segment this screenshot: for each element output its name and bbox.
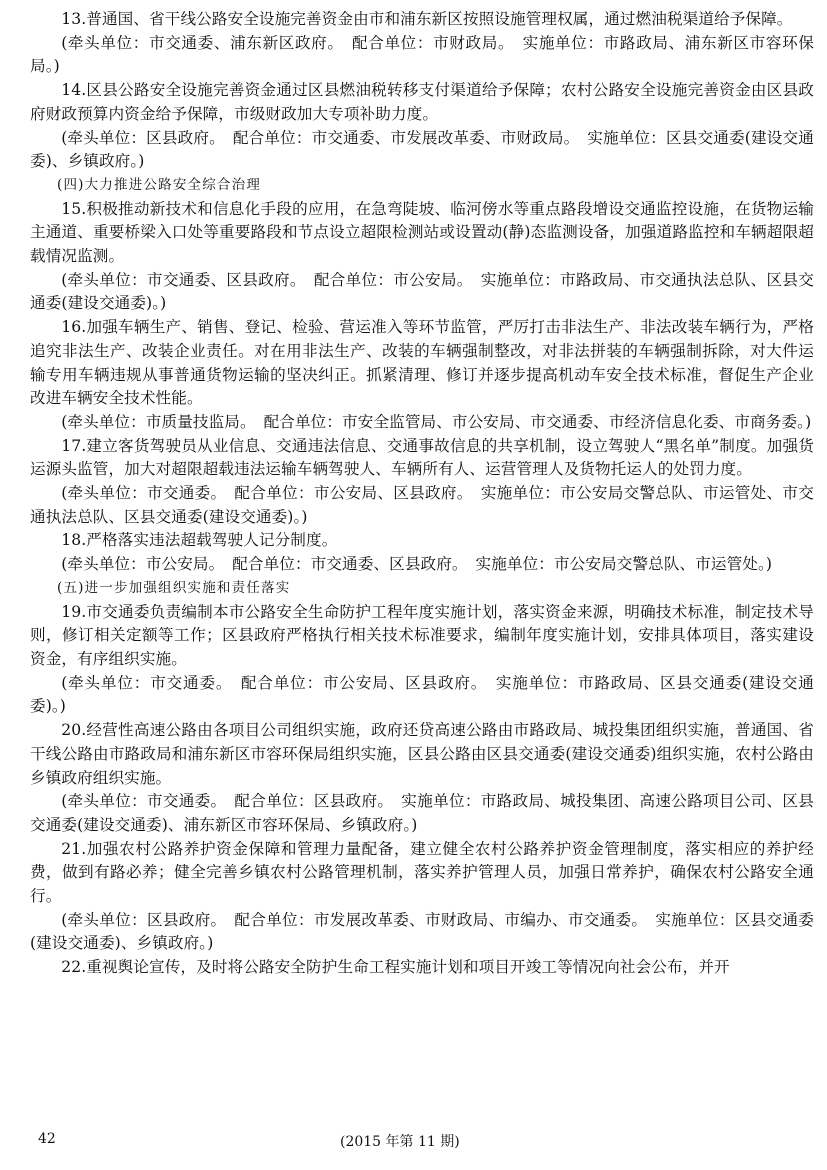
paragraph: (牵头单位：市交通委、区县政府。 配合单位：市公安局。 实施单位：市路政局、市交通执法总队、区县交通委(建设交通委)。)	[30, 270, 814, 313]
paragraph: (牵头单位：区县政府。 配合单位：市发展改革委、市财政局、市编办、市交通委。 实施单位：区县交通委(建设交通委)、乡镇政府。)	[30, 910, 814, 953]
issue-label: (2015 年第 11 期)	[340, 1134, 460, 1150]
paragraph: 21.加强农村公路养护资金保障和管理力量配备，建立健全农村公路养护资金管理制度，落实相应的养护经费，做到有路必养；健全完善乡镇农村公路管理机制，落实养护管理人员，加强日常养护，确保农村公路安全通行。	[30, 839, 814, 906]
section-heading: (五)进一步加强组织实施和责任落实	[57, 579, 291, 596]
paragraph: (牵头单位：市质量技监局。 配合单位：市安全监管局、市公安局、市交通委、市经济信息化委、市商务委。)	[61, 412, 812, 431]
paragraph: 18.严格落实违法超载驾驶人记分制度。	[61, 531, 338, 550]
paragraph: (牵头单位：市交通委。 配合单位：市公安局、区县政府。 实施单位：市公安局交警总队、市运管处、市交通执法总队、区县交通委(建设交通委)。)	[30, 484, 814, 526]
paragraph: 14.区县公路安全设施完善资金通过区县燃油税转移支付渠道给予保障；农村公路安全设施完善资金由区县政府财政预算内资金给予保障，市级财政加大专项补助力度。	[30, 81, 814, 123]
document-body	[30, 8, 814, 980]
paragraph: (牵头单位：市交通委。 配合单位：区县政府。 实施单位：市路政局、城投集团、高速公路项目公司、区县交通委(建设交通委)、浦东新区市容环保局、乡镇政府。)	[30, 792, 814, 834]
section-heading: (四)大力推进公路安全综合治理	[57, 176, 262, 193]
paragraph: 15.积极推动新技术和信息化手段的应用，在急弯陡坡、临河傍水等重点路段增设交通监控设施，在货物运输主通道、重要桥梁入口处等重要路段和节点设立超限检测站或设置动(静)态监测设备，加强道路监控和车辆超限超载情况监测。	[30, 199, 814, 266]
paragraph: (牵头单位：市交通委。 配合单位：市公安局、区县政府。 实施单位：市路政局、区县交通委(建设交通委)。)	[30, 673, 814, 716]
page-number: 42	[38, 1131, 56, 1147]
paragraph: 16.加强车辆生产、销售、登记、检验、营运准入等环节监管，严厉打击非法生产、非法改装车辆行为，严格追究非法生产、改装企业责任。对在用非法生产、改装的车辆强制整改，对非法拼装的车辆强制拆除，对大件运输专用车辆违规从事普通货物运输的坚决纠正。抓紧清理、修订并逐步提高机动车安全技术标准，督促生产企业改进车辆安全技术性能。	[30, 318, 814, 408]
paragraph: 20.经营性高速公路由各项目公司组织实施，政府还贷高速公路由市路政局、城投集团组织实施，普通国、省干线公路由市路政局和浦东新区市容环保局组织实施，区县公路由区县交通委(建设交通委)组织实施，农村公路由乡镇政府组织实施。	[30, 721, 814, 787]
paragraph: 19.市交通委负责编制本市公路安全生命防护工程年度实施计划，落实资金来源，明确技术标准，制定技术导则，修订相关定额等工作；区县政府严格执行相关技术标准要求，编制年度实施计划，安排具体项目，落实建设资金，有序组织实施。	[30, 602, 814, 668]
paragraph: 13.普通国、省干线公路安全设施完善资金由市和浦东新区按照设施管理权属，通过燃油税渠道给予保障。	[61, 10, 793, 28]
paragraph: 17.建立客货驾驶员从业信息、交通违法信息、交通事故信息的共享机制，设立驾驶人“黑名单”制度。加强货运源头监管，加大对超限超载违法运输车辆驾驶人、车辆所有人、运营管理人及货物托运人的处罚力度。	[30, 436, 814, 479]
page-footer	[0, 1131, 827, 1155]
paragraph: (牵头单位：市公安局。 配合单位：市交通委、区县政府。 实施单位：市公安局交警总队、市运管处。)	[61, 555, 773, 574]
paragraph: 22.重视舆论宣传，及时将公路安全防护生命工程实施计划和项目开竣工等情况向社会公布，并开	[61, 958, 730, 977]
paragraph: (牵头单位：市交通委、浦东新区政府。 配合单位：市财政局。 实施单位：市路政局、浦东新区市容环保局。)	[30, 33, 814, 76]
paragraph: (牵头单位：区县政府。 配合单位：市交通委、市发展改革委、市财政局。 实施单位：区县交通委(建设交通委)、乡镇政府。)	[30, 128, 814, 171]
